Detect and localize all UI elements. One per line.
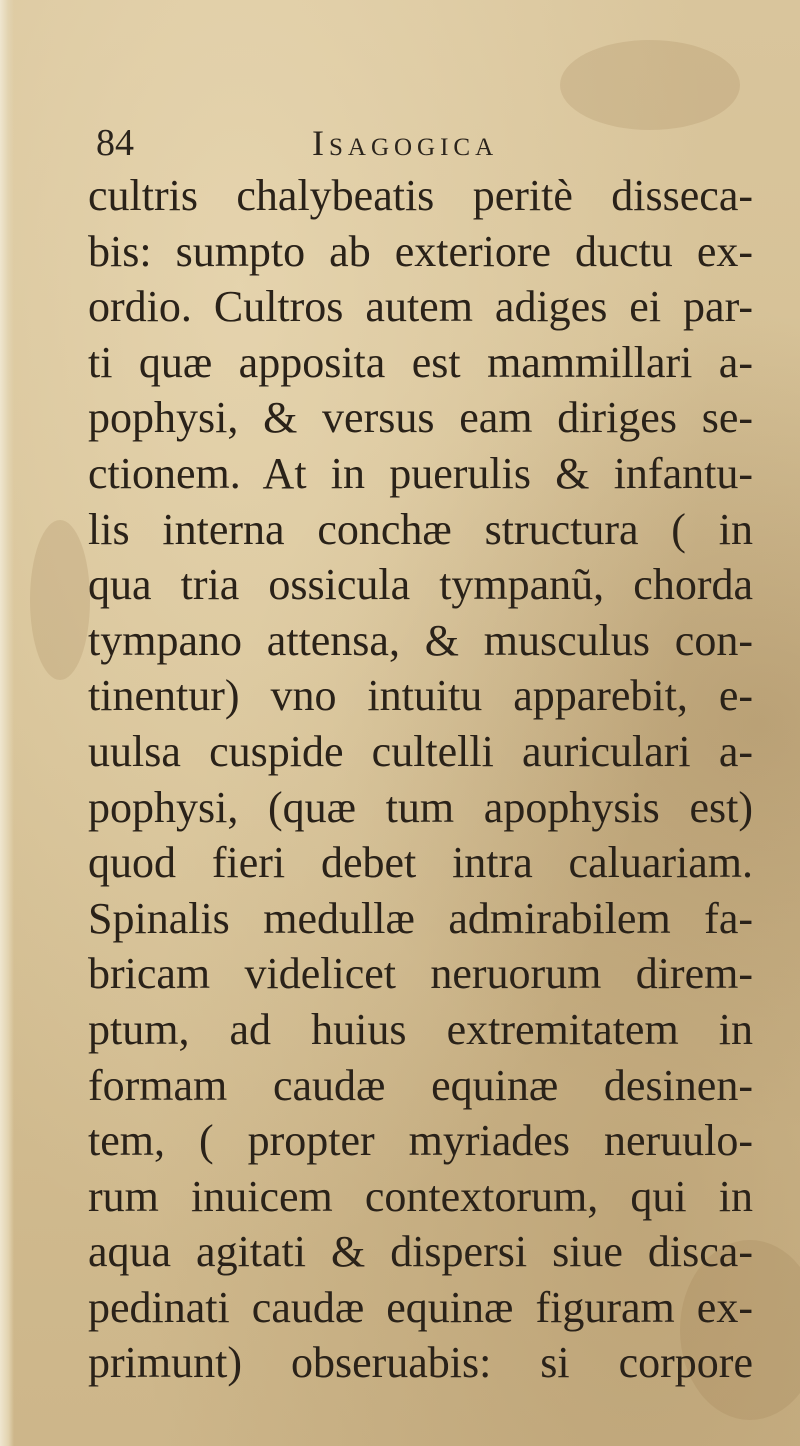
text-line: ptum, ad huius extremitatem in <box>88 1004 753 1054</box>
text-line: ctionem. At in puerulis & infantu- <box>88 448 753 498</box>
text-line: cultris chalybeatis peritè disseca- <box>88 171 753 220</box>
text-line: ti quæ apposita est mammillari a- <box>88 337 753 387</box>
text-line: quod fieri debet intra caluariam. <box>88 838 753 888</box>
text-line: pophysi, (quæ tum apophysis est) <box>88 782 753 832</box>
text-line: qua tria ossicula tympanũ, chorda <box>88 560 753 610</box>
text-line: rum inuicem contextorum, qui in <box>88 1171 753 1221</box>
text-line: pophysi, & versus eam diriges se- <box>88 393 753 443</box>
body-text <box>88 168 753 1391</box>
page-header <box>96 118 756 168</box>
text-line: tympano attensa, & musculus con- <box>88 615 753 665</box>
paper-stain <box>560 40 740 130</box>
text-line: bricam videlicet neruorum direm- <box>88 949 753 999</box>
text-line: aqua agitati & dispersi siue disca- <box>88 1227 753 1277</box>
page-edge <box>0 0 14 1446</box>
text-line: lis interna conchæ structura ( in <box>88 504 753 554</box>
text-line: tinentur) vno intuitu apparebit, e- <box>88 671 753 721</box>
paper-stain <box>30 520 90 680</box>
page-number: 84 <box>96 122 134 164</box>
text-line: primunt) obseruabis: si corpore <box>88 1338 753 1388</box>
text-line: formam caudæ equinæ desinen- <box>88 1060 753 1110</box>
text-line: uulsa cuspide cultelli auriculari a- <box>88 726 753 776</box>
text-line: pedinati caudæ equinæ figuram ex- <box>88 1282 753 1332</box>
text-line: ordio. Cultros autem adiges ei par- <box>88 282 753 332</box>
text-line: tem, ( propter myriades neruulo- <box>88 1116 753 1166</box>
text-line: Spinalis medullæ admirabilem fa- <box>88 893 753 943</box>
text-line: bis: sumpto ab exteriore ductu ex- <box>88 226 753 276</box>
running-head: Isagogica <box>312 123 499 163</box>
